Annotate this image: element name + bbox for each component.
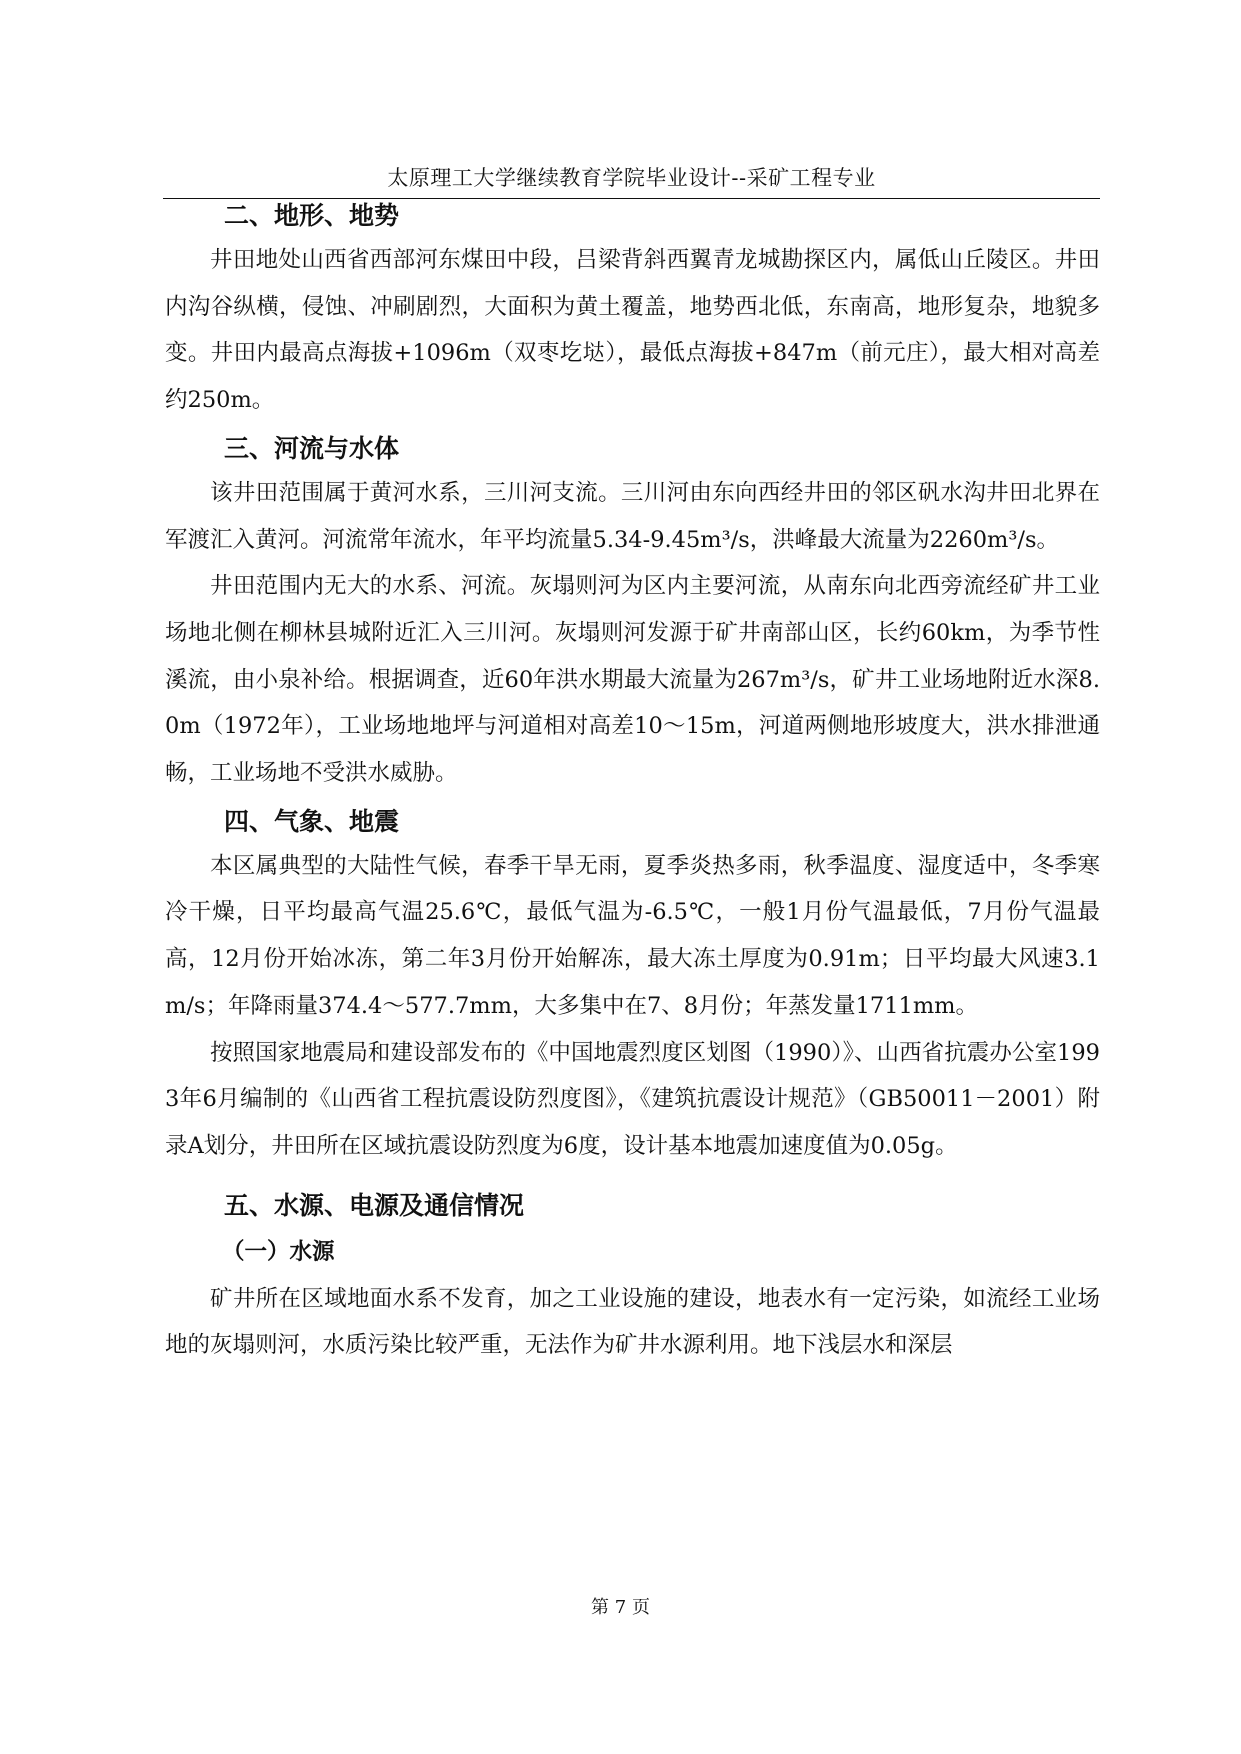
- paragraph-terrain: 井田地处山西省西部河东煤田中段，吕梁背斜西翼青龙城勘探区内，属低山丘陵区。井田内沟谷纵横，侵蚀、冲刷剧烈，大面积为黄土覆盖，地势西北低，东南高，地形复杂，地貌多变。井田内最高点海拔+1096m（双枣圪垯），最低点海拔+847m（前元庄），最大相对高差约250m。: [165, 247, 1100, 414]
- section-heading-utilities: 五、水源、电源及通信情况: [224, 1190, 525, 1220]
- document-body: [165, 199, 1100, 1369]
- running-header: 太原理工大学继续教育学院毕业设计--采矿工程专业: [387, 166, 876, 190]
- page-number: 第 7 页: [591, 1597, 650, 1618]
- paragraph-rivers-1: 该井田范围属于黄河水系，三川河支流。三川河由东向西经井田的邻区矾水沟井田北界在军渡汇入黄河。河流常年流水，年平均流量5.34-9.45m³/s，洪峰最大流量为2260m³/s。: [165, 479, 1100, 553]
- section-heading-rivers: 三、河流与水体: [224, 433, 400, 463]
- paragraph-water-source: 矿井所在区域地面水系不发育，加之工业设施的建设，地表水有一定污染，如流经工业场地的灰塌则河，水质污染比较严重，无法作为矿井水源利用。地下浅层水和深层: [165, 1285, 1100, 1359]
- section-heading-terrain: 二、地形、地势: [224, 201, 400, 230]
- subsection-heading-water-source: （一）水源: [222, 1238, 335, 1265]
- paragraph-climate-1: 本区属典型的大陆性气候，春季干旱无雨，夏季炎热多雨，秋季温度、湿度适中，冬季寒冷干燥，日平均最高气温25.6℃，最低气温为-6.5℃，一般1月份气温最低，7月份气温最高，12月份开始冰冻，第二年3月份开始解冻，最大冻土厚度为0.91m；日平均最大风速3.1m/s；年降雨量374.4～577.7mm，大多集中在7、8月份；年蒸发量1711mm。: [165, 852, 1100, 1019]
- paragraph-climate-2: 按照国家地震局和建设部发布的《中国地震烈度区划图（1990）》、山西省抗震办公室1993年6月编制的《山西省工程抗震设防烈度图》，《建筑抗震设计规范》（GB50011－2001）附录A划分，井田所在区域抗震设防烈度为6度，设计基本地震加速度值为0.05g。: [165, 1039, 1100, 1159]
- section-heading-climate: 四、气象、地震: [224, 806, 400, 836]
- paragraph-rivers-2: 井田范围内无大的水系、河流。灰塌则河为区内主要河流，从南东向北西旁流经矿井工业场地北侧在柳林县城附近汇入三川河。灰塌则河发源于矿井南部山区，长约60km，为季节性溪流，由小泉补给。根据调查，近60年洪水期最大流量为267m³/s，矿井工业场地附近水深8.0m（1972年），工业场地地坪与河道相对高差10～15m，河道两侧地形坡度大，洪水排泄通畅，工业场地不受洪水威胁。: [165, 573, 1100, 787]
